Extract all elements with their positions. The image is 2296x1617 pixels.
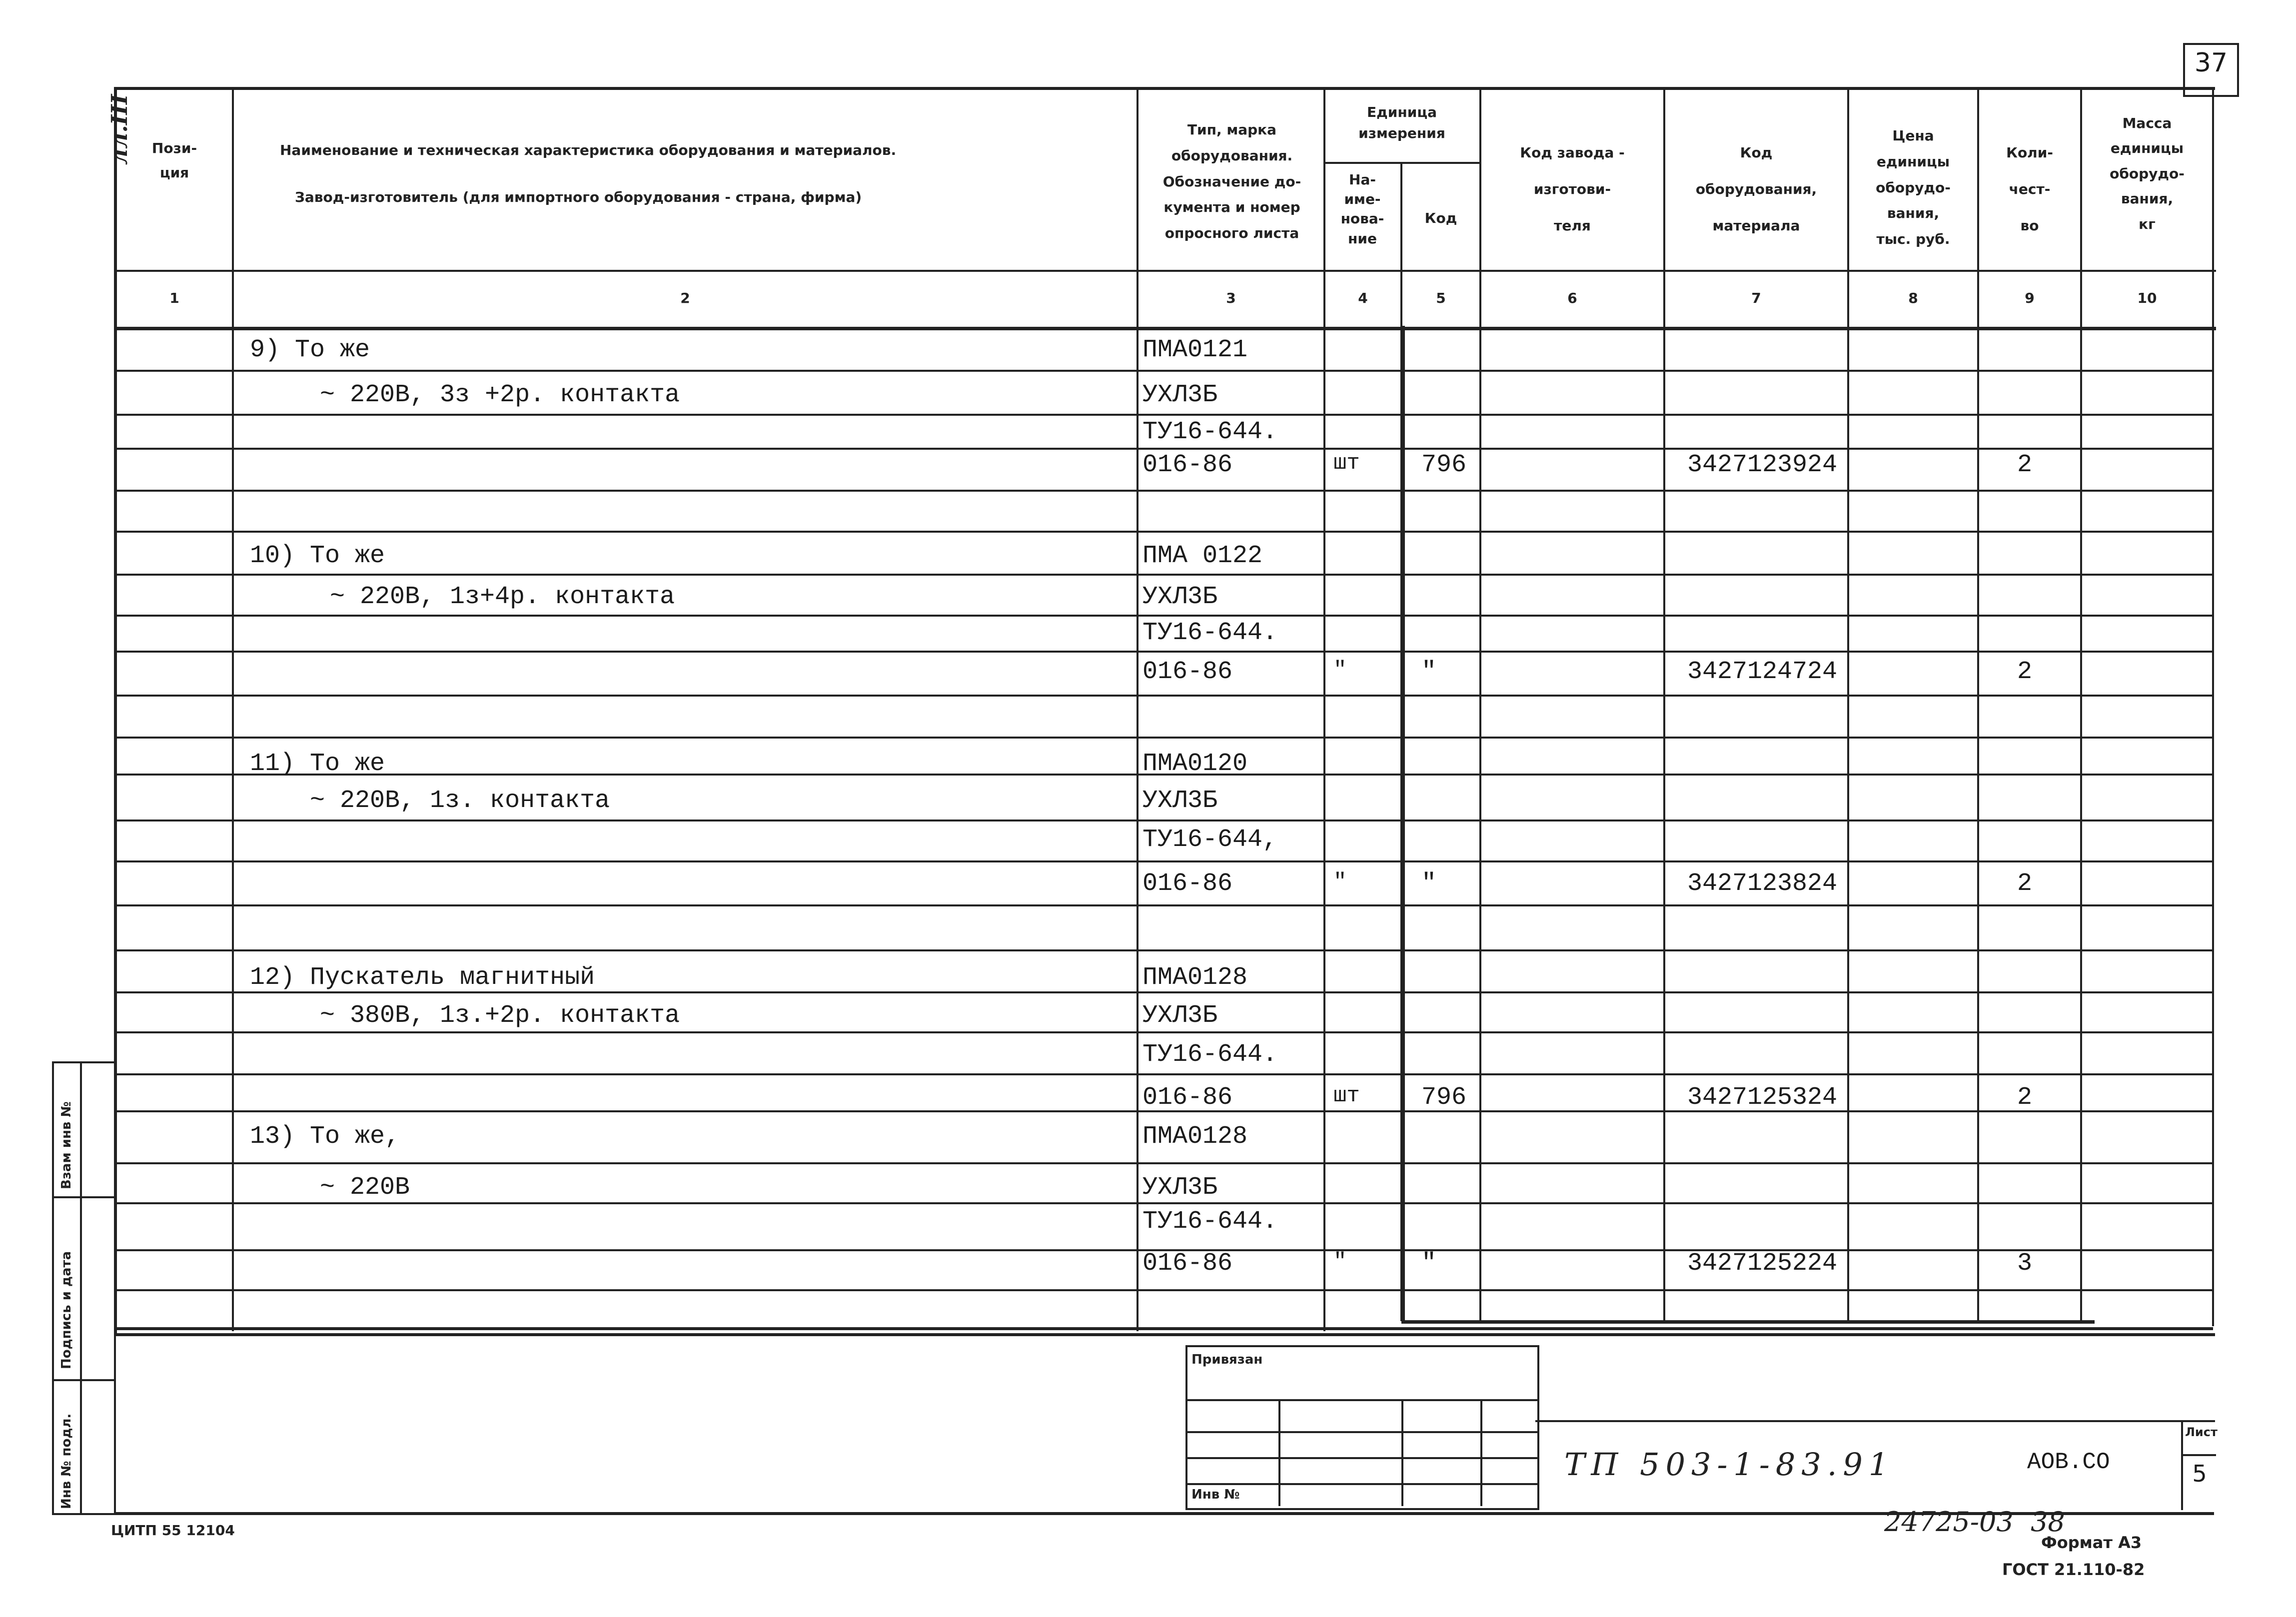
colnum-5: 5 bbox=[1436, 290, 1446, 306]
row-type: ПМА 0122 bbox=[1143, 542, 1263, 570]
row-quantity: 2 bbox=[2017, 1083, 2033, 1112]
row-type: ПМА0128 bbox=[1143, 963, 1248, 992]
footer-format: Формат А3 bbox=[2041, 1533, 2142, 1552]
row-type: УХЛ3Б bbox=[1143, 1173, 1218, 1202]
colnum-10: 10 bbox=[2137, 290, 2157, 306]
privyazan-label: Привязан bbox=[1191, 1352, 1263, 1367]
row-equipment-code: 3427123924 bbox=[1687, 451, 1838, 479]
row-equipment-code: 3427125324 bbox=[1687, 1083, 1838, 1112]
inv-no-label: Инв № bbox=[1191, 1487, 1240, 1502]
row-type: УХЛ3Б bbox=[1143, 1001, 1218, 1030]
row-type: УХЛ3Б bbox=[1143, 583, 1218, 611]
colnum-3: 3 bbox=[1226, 290, 1236, 306]
footer-handwritten: 24725-03 38 bbox=[1884, 1506, 2065, 1538]
header-col1: Пози- ция bbox=[151, 140, 197, 181]
vline-1 bbox=[232, 87, 234, 1331]
row-type: УХЛ3Б bbox=[1143, 381, 1218, 409]
colnum-8: 8 bbox=[1908, 290, 1918, 306]
row-type: ПМА0128 bbox=[1143, 1122, 1248, 1151]
header-col2-line2: Завод-изготовитель (для импортного оборудования - страна, фирма) bbox=[295, 189, 862, 205]
side-strip-sep1 bbox=[52, 1196, 114, 1198]
colnum-4: 4 bbox=[1358, 290, 1368, 306]
header-col9: Коли- чест- во bbox=[2006, 144, 2053, 234]
row-type: ТУ16-644. bbox=[1143, 619, 1278, 647]
row-quantity: 3 bbox=[2017, 1249, 2033, 1278]
side-top-mark: лл.III bbox=[107, 94, 132, 165]
privyazan-v3 bbox=[1480, 1399, 1482, 1506]
row-quantity: 2 bbox=[2017, 658, 2033, 686]
row-unit: шт bbox=[1333, 1083, 1360, 1108]
side-label-inv: Инв № подл. bbox=[59, 1413, 74, 1509]
row-type: 016-86 bbox=[1143, 1083, 1233, 1112]
privyazan-line2 bbox=[1185, 1431, 1537, 1433]
privyazan-line4 bbox=[1185, 1483, 1537, 1485]
header-col10: Масса единицы оборудо- вания, кг bbox=[2110, 115, 2185, 232]
doc-suffix: АОВ.СО bbox=[2027, 1449, 2110, 1475]
vline-10 bbox=[2212, 87, 2214, 1326]
colnum-6: 6 bbox=[1567, 290, 1577, 306]
privyazan-v1 bbox=[1278, 1399, 1280, 1506]
row-type: 016-86 bbox=[1143, 1249, 1233, 1278]
header-col8: Цена единицы оборудо- вания, тыс. руб. bbox=[1876, 127, 1951, 248]
row-type: ТУ16-644. bbox=[1143, 418, 1278, 446]
row-equipment-code: 3427125224 bbox=[1687, 1249, 1838, 1278]
list-box-sep bbox=[2181, 1454, 2216, 1456]
code-row-top bbox=[1535, 1420, 2215, 1422]
privyazan-v2 bbox=[1401, 1399, 1403, 1506]
row-unit: шт bbox=[1333, 451, 1360, 476]
row-type: ТУ16-644. bbox=[1143, 1040, 1278, 1069]
footer-left: ЦИТП 55 12104 bbox=[111, 1522, 235, 1539]
vline-2 bbox=[1137, 87, 1139, 1331]
row-equipment-code: 3427123824 bbox=[1687, 869, 1838, 898]
row-type: ПМА0120 bbox=[1143, 750, 1248, 778]
header-unit: Единица измерения bbox=[1358, 104, 1445, 141]
row-type: УХЛ3Б bbox=[1143, 787, 1218, 815]
row-type: 016-86 bbox=[1143, 869, 1233, 898]
row-name: 13) То же, bbox=[250, 1122, 400, 1151]
colnum-9: 9 bbox=[2025, 290, 2035, 306]
colnum-7: 7 bbox=[1751, 290, 1761, 306]
row-type: 016-86 bbox=[1143, 451, 1233, 479]
header-col2-line1: Наименование и техническая характеристика оборудования и материалов. bbox=[280, 142, 897, 158]
privyazan-line3 bbox=[1185, 1457, 1537, 1459]
side-label-sign: Подпись и дата bbox=[59, 1251, 74, 1369]
list-value: 5 bbox=[2192, 1460, 2207, 1487]
row-name: ~ 220В bbox=[320, 1173, 410, 1202]
doc-code: ТП 503-1-83.91 bbox=[1564, 1446, 1895, 1483]
row-name: ~ 220В, 3з +2р. контакта bbox=[320, 381, 680, 409]
row-unit-code: " bbox=[1421, 658, 1437, 686]
list-label: Лист bbox=[2185, 1425, 2218, 1439]
row-type: ТУ16-644. bbox=[1143, 1207, 1278, 1236]
row-quantity: 2 bbox=[2017, 869, 2033, 898]
body-thick-border bbox=[1401, 326, 2095, 1324]
privyazan-box bbox=[1185, 1345, 1539, 1510]
row-name: 10) То же bbox=[250, 542, 385, 570]
header-col6: Код завода - изготови- теля bbox=[1520, 144, 1625, 234]
top-sheet-number: 37 bbox=[2194, 48, 2228, 78]
row-name: 9) То же bbox=[250, 336, 370, 364]
colnum-2: 2 bbox=[680, 290, 690, 306]
row-unit: " bbox=[1333, 869, 1347, 894]
header-bottom-line bbox=[117, 270, 2216, 272]
side-strip-inner bbox=[80, 1061, 82, 1513]
row-name: ~ 220В, 1з. контакта bbox=[310, 787, 610, 815]
row-type: ТУ16-644, bbox=[1143, 825, 1278, 854]
colnum-1: 1 bbox=[169, 290, 179, 306]
row-unit-code: " bbox=[1421, 1249, 1437, 1278]
row-unit: " bbox=[1333, 658, 1347, 683]
header-col7: Код оборудования, материала bbox=[1695, 144, 1817, 234]
row-unit-code: 796 bbox=[1421, 451, 1467, 479]
row-unit: " bbox=[1333, 1249, 1347, 1274]
row-quantity: 2 bbox=[2017, 451, 2033, 479]
row-type: 016-86 bbox=[1143, 658, 1233, 686]
header-col4: На- име- нова- ние bbox=[1340, 171, 1384, 247]
header-col5: Код bbox=[1424, 210, 1457, 226]
header-col3: Тип, марка оборудования. Обозначение до- кумента и номер опросного листа bbox=[1162, 121, 1301, 242]
row-unit-code: " bbox=[1421, 869, 1437, 898]
footer-gost: ГОСТ 21.110-82 bbox=[2002, 1560, 2145, 1579]
privyazan-line1 bbox=[1185, 1399, 1537, 1401]
row-unit-code: 796 bbox=[1421, 1083, 1467, 1112]
row-name: 12) Пускатель магнитный bbox=[250, 963, 595, 992]
row-name: 11) То же bbox=[250, 750, 385, 778]
row-equipment-code: 3427124724 bbox=[1687, 658, 1838, 686]
row-name: ~ 220В, 1з+4р. контакта bbox=[330, 583, 675, 611]
row-type: ПМА0121 bbox=[1143, 336, 1248, 364]
side-strip-sep2 bbox=[52, 1379, 114, 1381]
row-name: ~ 380В, 1з.+2р. контакта bbox=[320, 1001, 680, 1030]
side-label-vzam: Взам инв № bbox=[59, 1101, 74, 1189]
vline-3 bbox=[1323, 87, 1325, 1331]
